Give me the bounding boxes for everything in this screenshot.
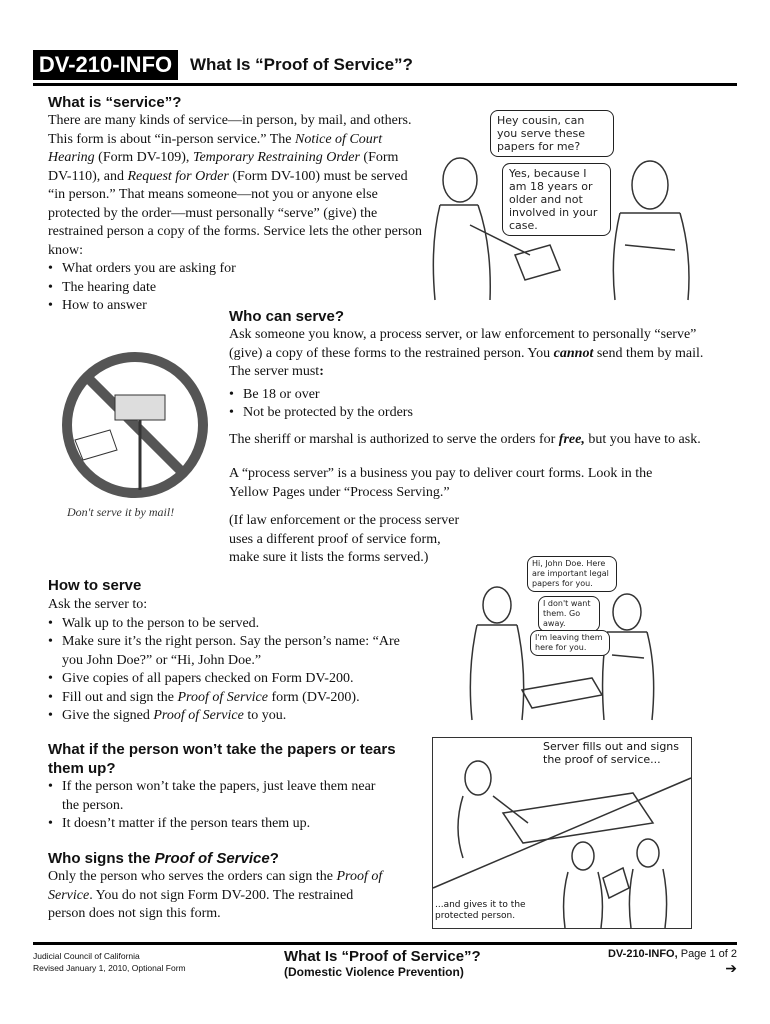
no-mail-illustration (55, 350, 215, 525)
next-page-arrow-icon: ➔ (725, 960, 737, 976)
who-signs-paragraph (48, 868, 388, 924)
text: but you have to ask. (584, 431, 701, 447)
footer-rule (33, 942, 737, 945)
how-to-serve-intro: Ask the server to: (48, 597, 148, 612)
speech-bubble: Yes, because I am 18 years or older and not involved in your case. (502, 163, 611, 236)
list-item: • Make sure it’s the right person. Say the person’s name: “Are you John Doe?” or “Hi, John Doe.” (48, 633, 418, 670)
org-name: Judicial Council of California (33, 951, 140, 961)
list-item: • Be 18 or over (229, 386, 709, 405)
footer-form-id: DV-210-INFO, (607, 948, 678, 960)
emphasis: free, (558, 431, 585, 447)
list-item: • How to answer (48, 297, 423, 316)
how-to-serve-steps (48, 615, 418, 726)
form-name: Proof of Service (177, 689, 268, 705)
what-if-bullets (48, 778, 388, 834)
form-name: Proof of Service (154, 850, 270, 867)
server-requirements (229, 386, 709, 423)
heading-who-can-serve: Who can serve? (229, 308, 345, 325)
no-mail-caption: Don't serve it by mail! (67, 505, 175, 519)
heading-what-is-service: What is “service”? (48, 94, 182, 111)
how-to-serve-section (48, 596, 418, 726)
cartoon-signing-proof (432, 737, 692, 929)
header-rule (33, 83, 737, 86)
heading-who-signs (48, 850, 279, 867)
speech-bubble: I'm leaving them here for you. (530, 630, 610, 656)
list-item: • Give copies of all papers checked on Form DV-200. (48, 670, 418, 689)
page-number: Page 1 of 2 (677, 948, 737, 960)
form-id-badge: DV-210-INFO (33, 50, 178, 80)
speech-bubble: Hi, John Doe. Here are important legal papers for you. (527, 556, 617, 592)
who-can-serve-paragraph (229, 326, 709, 382)
footer-title-block (284, 948, 481, 979)
text: (Form DV-109), (94, 150, 193, 165)
process-server-paragraph: A “process server” is a business you pay to deliver court forms. Look in the Yellow Pages under “Process Serving.” (229, 466, 653, 500)
list-item: • It doesn’t matter if the person tears them up. (48, 815, 388, 834)
list-item (48, 689, 418, 708)
what-if-section (48, 778, 388, 834)
speech-bubble: Hey cousin, can you serve these papers for me? (490, 110, 614, 157)
text: Only the person who serves the orders can sign the (48, 869, 337, 884)
form-name: Proof of Service (153, 708, 244, 723)
form-name: Proof of Service (48, 869, 383, 903)
revision-date: Revised January 1, 2010, Optional Form (33, 963, 186, 973)
text: . You do not sign Form DV-200. The restrained person does not sign this form. (48, 887, 354, 921)
list-item (48, 707, 418, 726)
text: Fill out and sign the (62, 689, 178, 705)
text: ? (269, 850, 279, 867)
footer-subtitle: (Domestic Violence Prevention) (284, 965, 464, 979)
form-name: Request for Order (127, 168, 229, 184)
speech-bubble: I don't want them. Go away. (538, 596, 600, 632)
text: form (DV-200). (267, 689, 360, 705)
form-name: Notice of Court Hearing (48, 131, 383, 165)
list-item: • The hearing date (48, 279, 423, 298)
page-title: What Is “Proof of Service”? (190, 55, 413, 74)
list-item: • Walk up to the person to be served. (48, 615, 418, 634)
text: Ask someone you know, a process server, or law enforcement to personally “serve” (give) a copy of these forms to the restrained person. You (229, 327, 697, 361)
list-item: • If the person won’t take the papers, just leave them near the person. (48, 778, 388, 815)
list-item: • Not be protected by the orders (229, 404, 709, 423)
cartoon-serving-papers (462, 550, 702, 722)
service-paragraph (48, 112, 423, 316)
text: The sheriff or marshal is authorized to serve the orders for (229, 431, 559, 447)
text: (Form DV-100) must be served “in person.” That means someone—not you or anyone else protected by the order—must personally “serve” (give) the restrained person a copy of the forms. Service lets the other person know: (48, 168, 422, 258)
text: send them by mail. The server must (229, 345, 704, 379)
cartoon-caption: Server fills out and signs the proof of service... (543, 740, 688, 766)
who-can-serve-section (229, 326, 709, 568)
heading-how-to-serve: How to serve (48, 577, 142, 594)
list-item: • What orders you are asking for (48, 260, 423, 279)
cartoon-caption: ...and gives it to the protected person. (435, 900, 545, 922)
heading-what-if: What if the person won’t take the papers or tears them up? (48, 741, 396, 777)
text: to you. (243, 708, 287, 723)
no-mail-sign-icon (55, 350, 215, 500)
text: Who signs the (48, 850, 155, 867)
form-name: Temporary Restraining Order (192, 150, 360, 165)
footer-page-info (608, 948, 737, 977)
law-enforcement-note: (If law enforcement or the process server uses a different proof of service form, make sure it lists the forms served.) (229, 513, 460, 565)
sheriff-paragraph (229, 431, 709, 450)
colon: : (319, 364, 324, 379)
text: Give the signed (62, 708, 154, 723)
text: There are many kinds of service—in person, by mail, and others. This form is about “in-person service.” The (48, 113, 412, 147)
emphasis: cannot (553, 345, 594, 361)
footer-title: What Is “Proof of Service”? (284, 948, 481, 965)
text: (Form DV-110), and (48, 150, 399, 184)
cartoon-asking-cousin (430, 105, 695, 303)
footer-org (33, 950, 186, 974)
